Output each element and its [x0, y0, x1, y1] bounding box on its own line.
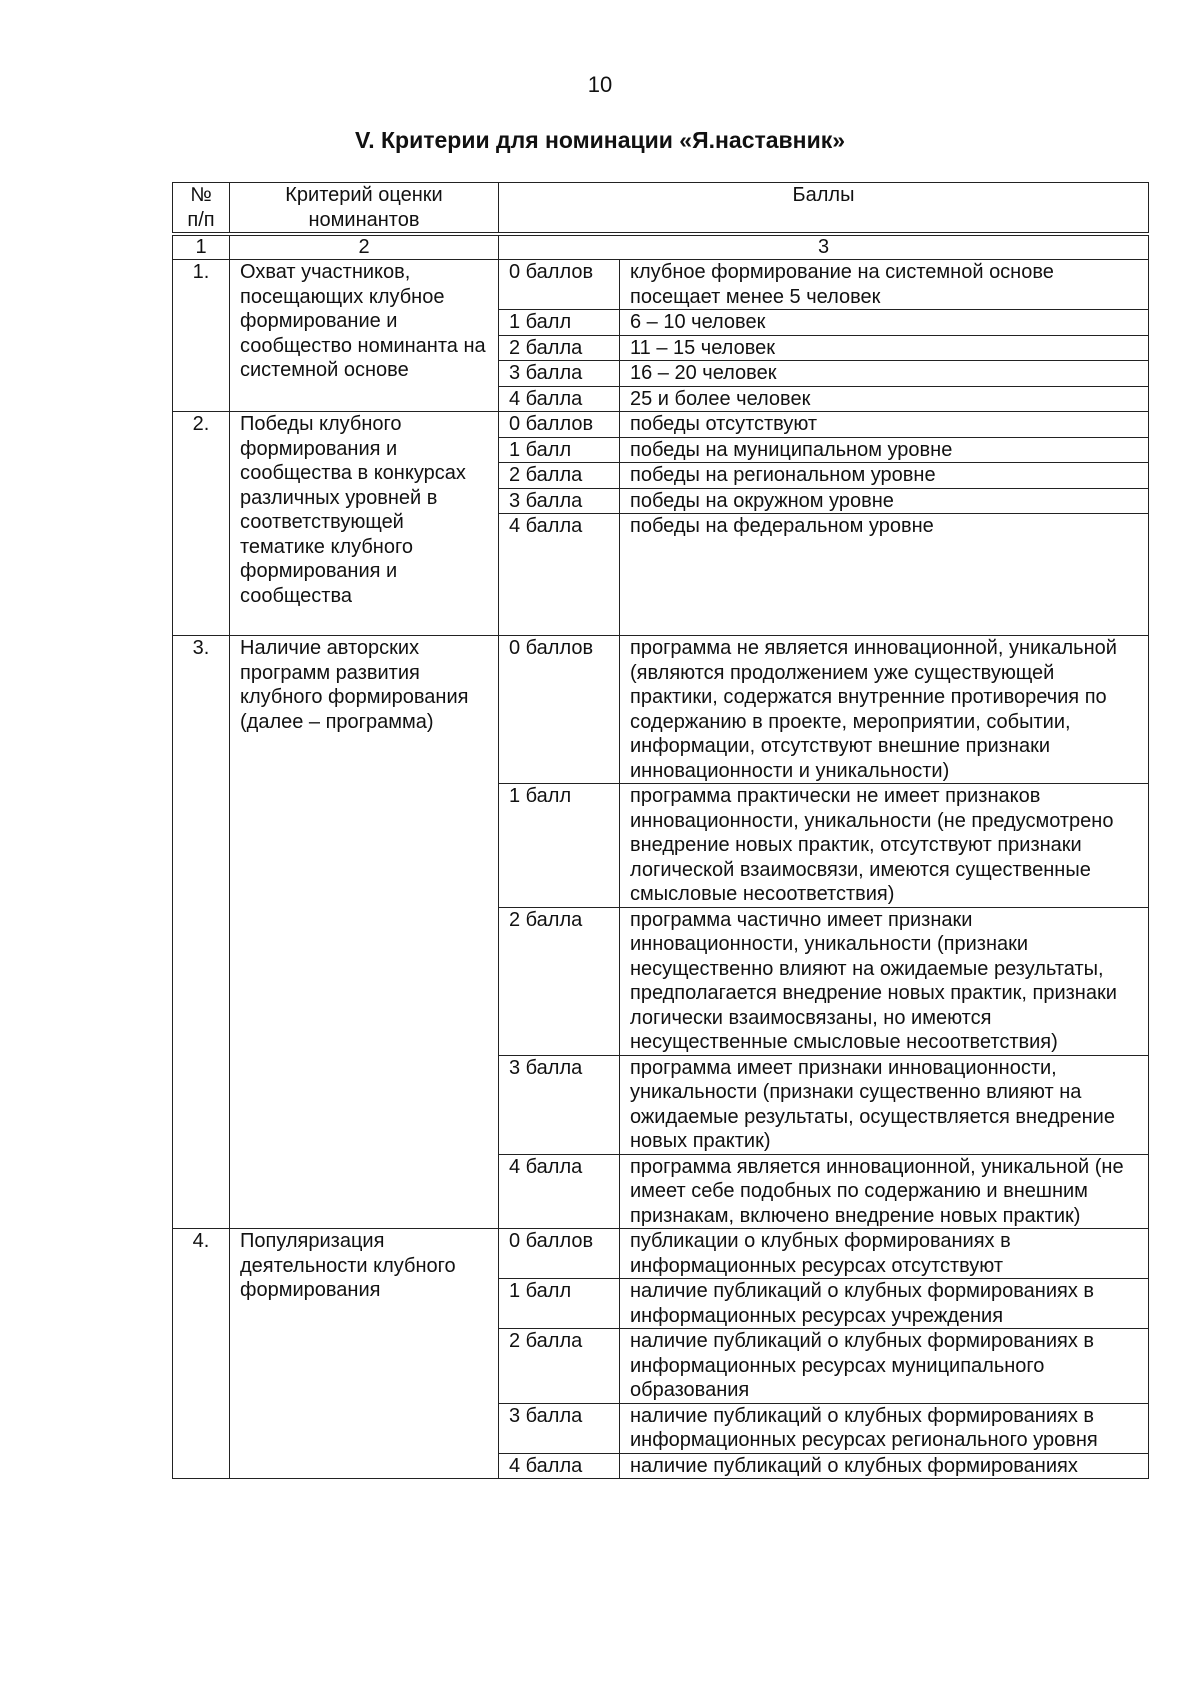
score-cell: 3 балла — [499, 361, 620, 387]
row-number: 3. — [173, 636, 230, 1229]
colnum-3: 3 — [499, 234, 1149, 260]
score-cell: 1 балл — [499, 310, 620, 336]
criterion-text: Популяризация деятельности клубного формирования — [230, 1229, 499, 1479]
colnum-2: 2 — [230, 234, 499, 260]
score-description: программа имеет признаки инновационности, уникальности (признаки существенно влияют на ожидаемые результаты, осуществляется внедрение новых практик) — [620, 1055, 1149, 1154]
score-description: победы на муниципальном уровне — [620, 437, 1149, 463]
score-cell: 1 балл — [499, 437, 620, 463]
score-cell: 4 балла — [499, 1453, 620, 1479]
table-row — [173, 1229, 1149, 1279]
criterion-text: Охват участников, посещающих клубное формирование и сообщество номинанта на системной основе — [230, 260, 499, 412]
score-description: 16 – 20 человек — [620, 361, 1149, 387]
header-criterion: Критерий оценки номинантов — [230, 183, 499, 235]
header-num: № п/п — [173, 183, 230, 235]
section-title: V. Критерии для номинации «Я.наставник» — [354, 127, 846, 153]
score-description: программа не является инновационной, уникальной (являются продолжением уже существующей практики, содержатся внутренние противоречия по содержанию в проекте, мероприятии, событии, информации, отсутствуют внешние признаки инновационности и уникальности) — [620, 636, 1149, 784]
score-description: программа является инновационной, уникальной (не имеет себе подобных по содержанию и внешним признакам, включено внедрение новых практик) — [620, 1154, 1149, 1229]
score-cell: 0 баллов — [499, 1229, 620, 1279]
row-number: 2. — [173, 412, 230, 636]
score-cell: 3 балла — [499, 1403, 620, 1453]
criterion-text: Наличие авторских программ развития клубного формирования (далее – программа) — [230, 636, 499, 1229]
row-number: 4. — [173, 1229, 230, 1479]
score-description: победы отсутствуют — [620, 412, 1149, 438]
table-header-row — [173, 183, 1149, 235]
table-row — [173, 636, 1149, 784]
score-cell: 0 баллов — [499, 412, 620, 438]
colnum-1: 1 — [173, 234, 230, 260]
score-cell: 1 балл — [499, 784, 620, 908]
score-description: клубное формирование на системной основе посещает менее 5 человек — [620, 260, 1149, 310]
score-cell: 0 баллов — [499, 636, 620, 784]
score-description: победы на региональном уровне — [620, 463, 1149, 489]
score-description: программа практически не имеет признаков инновационности, уникальности (не предусмотрено внедрение новых практик, отсутствуют признаки логической взаимосвязи, имеются существенные смысловые несоответствия) — [620, 784, 1149, 908]
score-description: 6 – 10 человек — [620, 310, 1149, 336]
score-description: наличие публикаций о клубных формированиях в информационных ресурсах учреждения — [620, 1279, 1149, 1329]
score-cell: 1 балл — [499, 1279, 620, 1329]
score-description: победы на федеральном уровне — [620, 514, 1149, 636]
table-row — [173, 260, 1149, 310]
score-cell: 4 балла — [499, 1154, 620, 1229]
score-description: наличие публикаций о клубных формированиях — [620, 1453, 1149, 1479]
score-cell: 0 баллов — [499, 260, 620, 310]
score-description: программа частично имеет признаки инновационности, уникальности (признаки несущественно влияют на ожидаемые результаты, предполагается внедрение новых практик, признаки логически взаимосвязаны, но имеются несущественные смысловые несоответствия) — [620, 907, 1149, 1055]
criteria-table — [172, 182, 1149, 1479]
score-cell: 2 балла — [499, 1329, 620, 1404]
score-cell: 2 балла — [499, 907, 620, 1055]
table-row — [173, 412, 1149, 438]
criterion-text: Победы клубного формирования и сообщества в конкурсах различных уровней в соответствующей тематике клубного формирования и сообщества — [230, 412, 499, 636]
column-numbers-row — [173, 234, 1149, 260]
score-cell: 4 балла — [499, 514, 620, 636]
score-cell: 3 балла — [499, 1055, 620, 1154]
score-description: 25 и более человек — [620, 386, 1149, 412]
score-cell: 3 балла — [499, 488, 620, 514]
score-description: 11 – 15 человек — [620, 335, 1149, 361]
page-number: 10 — [587, 72, 613, 97]
score-description: наличие публикаций о клубных формированиях в информационных ресурсах муниципального образования — [620, 1329, 1149, 1404]
score-cell: 2 балла — [499, 463, 620, 489]
score-cell: 2 балла — [499, 335, 620, 361]
score-description: публикации о клубных формированиях в информационных ресурсах отсутствуют — [620, 1229, 1149, 1279]
header-points: Баллы — [499, 183, 1149, 235]
score-description: наличие публикаций о клубных формированиях в информационных ресурсах регионального уровня — [620, 1403, 1149, 1453]
score-cell: 4 балла — [499, 386, 620, 412]
score-description: победы на окружном уровне — [620, 488, 1149, 514]
row-number: 1. — [173, 260, 230, 412]
